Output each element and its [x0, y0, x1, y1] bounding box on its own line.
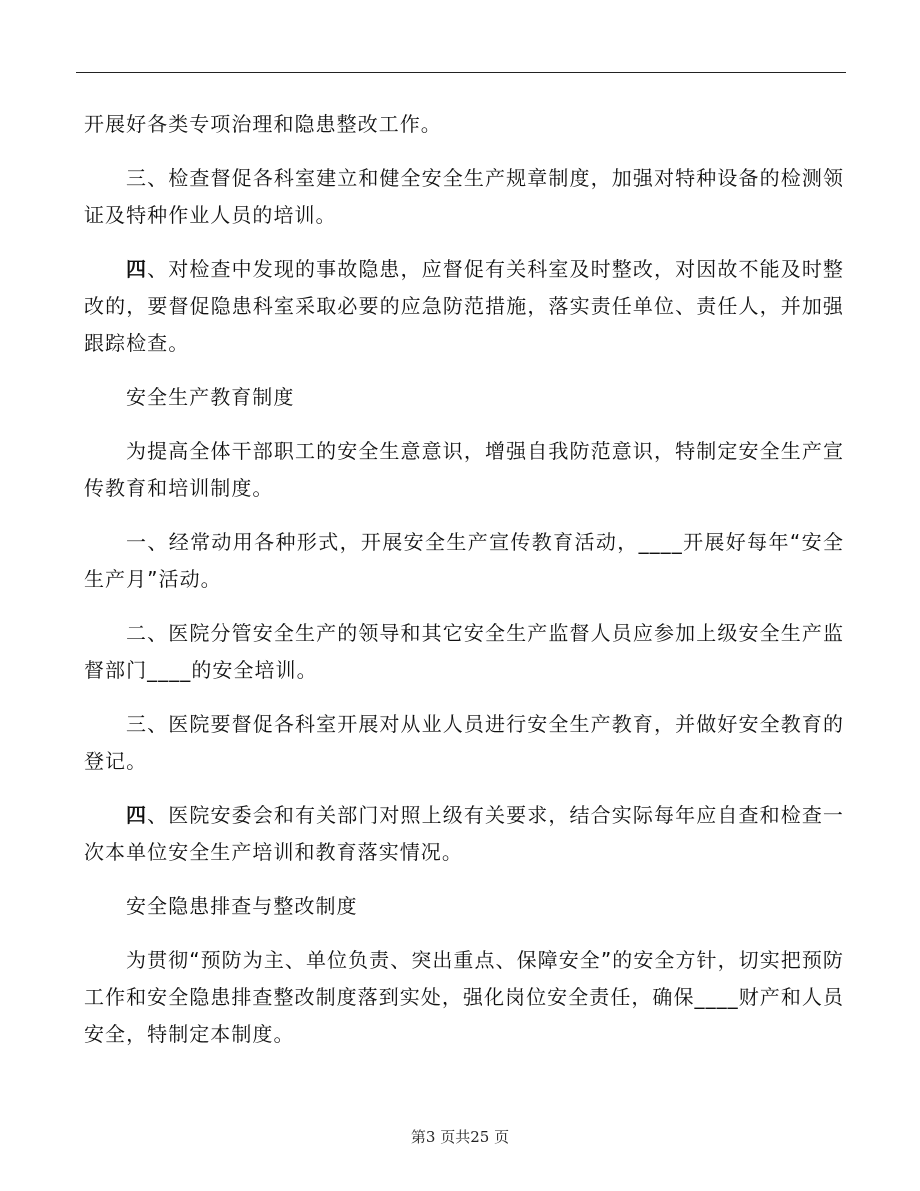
paragraph-3	[84, 251, 844, 362]
paragraph-7	[84, 615, 844, 689]
paragraph-text: 安全隐患排查与整改制度	[126, 894, 358, 918]
paragraph-text: 一、经常动用各种形式，开展安全生产宣传教育活动，____开展好每年“安全生产月”活动。	[84, 530, 844, 591]
paragraph-6	[84, 524, 844, 598]
document-body	[84, 106, 844, 1053]
paragraph-5	[84, 433, 844, 507]
paragraph-text: 三、检查督促各科室建立和健全安全生产规章制度，加强对特种设备的检测领证及特种作业人员的培训。	[84, 166, 844, 227]
paragraph-2	[84, 160, 844, 234]
paragraph-text: 为提高全体干部职工的安全生意意识，增强自我防范意识，特制定安全生产宣传教育和培训制度。	[84, 439, 844, 500]
paragraph-lead: 四	[126, 803, 148, 827]
paragraph-lead: 四	[126, 257, 148, 281]
paragraph-text: 、医院安委会和有关部门对照上级有关要求，结合实际每年应自查和检查一次本单位安全生产培训和教育落实情况。	[84, 803, 844, 864]
paragraph-8	[84, 706, 844, 780]
paragraph-text: 三、医院要督促各科室开展对从业人员进行安全生产教育，并做好安全教育的登记。	[84, 712, 844, 773]
paragraph-text: 为贯彻“预防为主、单位负责、突出重点、保障安全”的安全方针，切实把预防工作和安全隐患排查整改制度落到实处，强化岗位安全责任，确保____财产和人员安全，特制定本制度。	[84, 948, 844, 1046]
paragraph-1	[84, 106, 844, 143]
paragraph-9	[84, 797, 844, 871]
page-number: 第3 页共25 页	[410, 1128, 510, 1146]
header-rule	[76, 72, 846, 73]
paragraph-text: 、对检查中发现的事故隐患，应督促有关科室及时整改，对因故不能及时整改的，要督促隐患科室采取必要的应急防范措施，落实责任单位、责任人，并加强跟踪检查。	[84, 257, 844, 355]
paragraph-11	[84, 942, 844, 1053]
paragraph-text: 二、医院分管安全生产的领导和其它安全生产监督人员应参加上级安全生产监督部门____的安全培训。	[84, 621, 844, 682]
section-heading-education	[84, 379, 844, 416]
paragraph-text: 安全生产教育制度	[126, 385, 295, 409]
paragraph-text: 开展好各类专项治理和隐患整改工作。	[84, 112, 442, 136]
section-heading-hazard	[84, 888, 844, 925]
